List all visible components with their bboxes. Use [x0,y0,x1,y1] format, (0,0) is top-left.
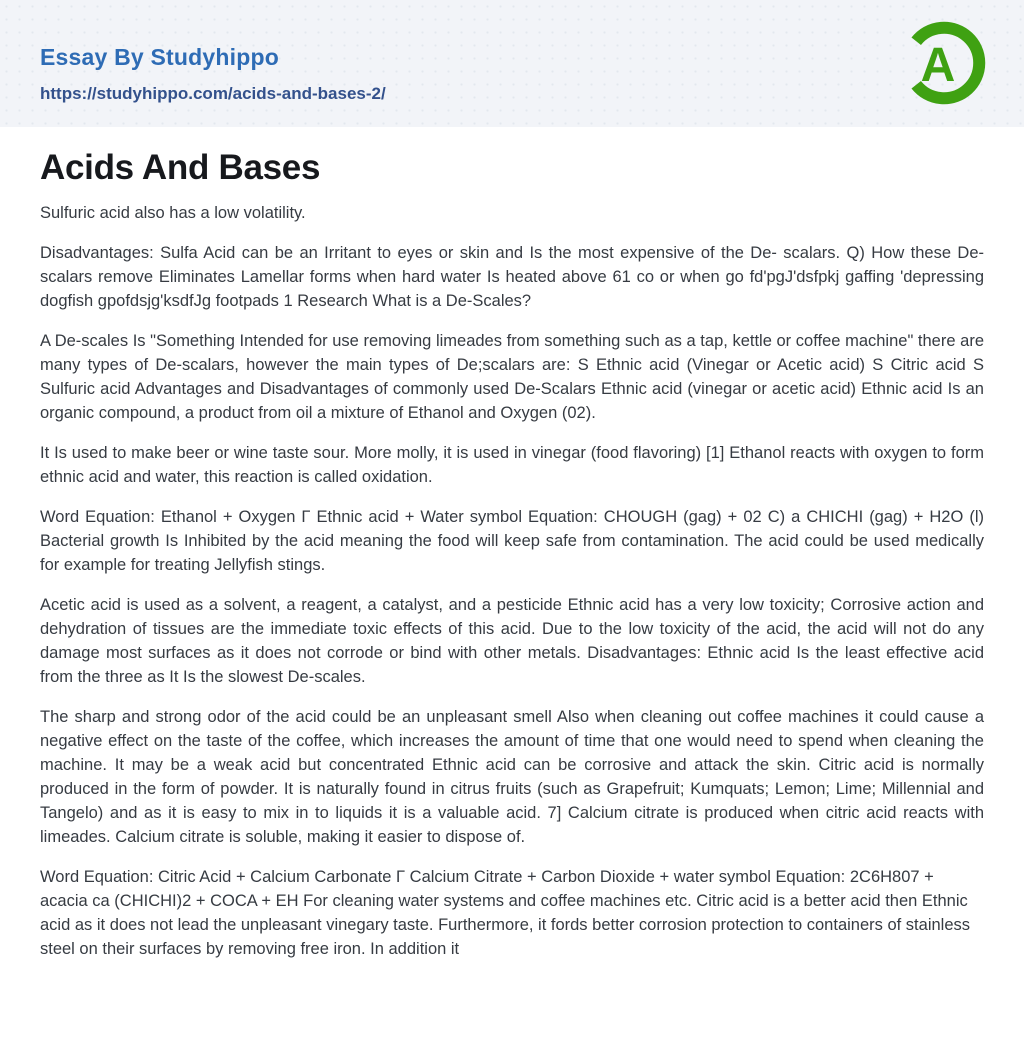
article-paragraph-6: Acetic acid is used as a solvent, a reagent, a catalyst, and a pesticide Ethnic acid has a very low toxicity; Corrosive action and dehydration of tissues are the immediate toxic effects of this acid. Due to the low toxicity of the acid, the acid will not do any damage most surfaces as it does not corrode or bind with other metals. Disadvantages: Ethnic acid Is the least effective acid from the three as It Is the slowest De-scales. [40,596,984,686]
article-title: Acids And Bases [40,148,321,187]
article-paragraph-1: Sulfuric acid also has a low volatility. [40,204,306,222]
studyhippo-logo [901,20,987,106]
article [0,127,1024,961]
article-paragraph-8: Word Equation: Citric Acid + Calcium Carbonate Γ Calcium Citrate + Carbon Dioxide + water symbol Equation: 2C6H807 + acacia ca (CHICHI)2 + COCA + EH For cleaning water systems and coffee machines etc. Citric acid is a better acid then Ethnic acid as it does not lead the unpleasant vinegary taste. Furthermore, it fords better corrosion protection to containers of stainless steel on their surfaces by removing free iron. In addition it [40,868,971,958]
logo-letter: A [920,38,956,92]
article-paragraph-4: It Is used to make beer or wine taste sour. More molly, it is used in vinegar (food flavoring) [1] Ethanol reacts with oxygen to form ethnic acid and water, this reaction is called oxidation. [40,444,984,486]
article-paragraph-2: Disadvantages: Sulfa Acid can be an Irritant to eyes or skin and Is the most expensive of the De- scalars. Q) How these De-scalars remove Eliminates Lamellar forms when hard water Is heated above 61 co or when go fd'pgJ'dsfpkj gaffing 'depressing dogfish gpofdsjg'ksdfJg footpads 1 Research What is a De-Scales? [40,244,984,310]
page-url-link[interactable]: https://studyhippo.com/acids-and-bases-2/ [40,84,386,103]
site-title: Essay By Studyhippo [40,44,279,70]
article-paragraph-7: The sharp and strong odor of the acid could be an unpleasant smell Also when cleaning out coffee machines it could cause a negative effect on the taste of the coffee, which increases the amount of time that one would need to spend when cleaning the machine. It may be a weak acid but concentrated Ethnic acid can be corrosive and attack the skin. Citric acid is normally produced in the form of powder. It is naturally found in citrus fruits (such as Grapefruit; Kumquats; Lemon; Lime; Millennial and Tangelo) and as it is easy to mix in to liquids it is a valuable acid. 7] Calcium citrate is produced when citric acid reacts with limeades. Calcium citrate is soluble, making it easier to dispose of. [40,708,984,846]
article-paragraph-5: Word Equation: Ethanol + Oxygen Γ Ethnic acid + Water symbol Equation: CHOUGH (gag) + 02 C) a CHICHI (gag) + H2O (l) Bacterial growth Is Inhibited by the acid meaning the food will keep safe from contamination. The acid could be used medically for example for treating Jellyfish stings. [40,508,984,574]
page-header [0,0,1024,127]
article-paragraph-3: A De-scales Is "Something Intended for use removing limeades from something such as a tap, kettle or coffee machine" there are many types of De-scalars, however the main types of De;scalars are: S Ethnic acid (Vinegar or Acetic acid) S Citric acid S Sulfuric acid Advantages and Disadvantages of commonly used De-Scalars Ethnic acid (vinegar or acetic acid) Ethnic acid Is an organic compound, a product from oil a mixture of Ethanol and Oxygen (02). [40,332,984,422]
